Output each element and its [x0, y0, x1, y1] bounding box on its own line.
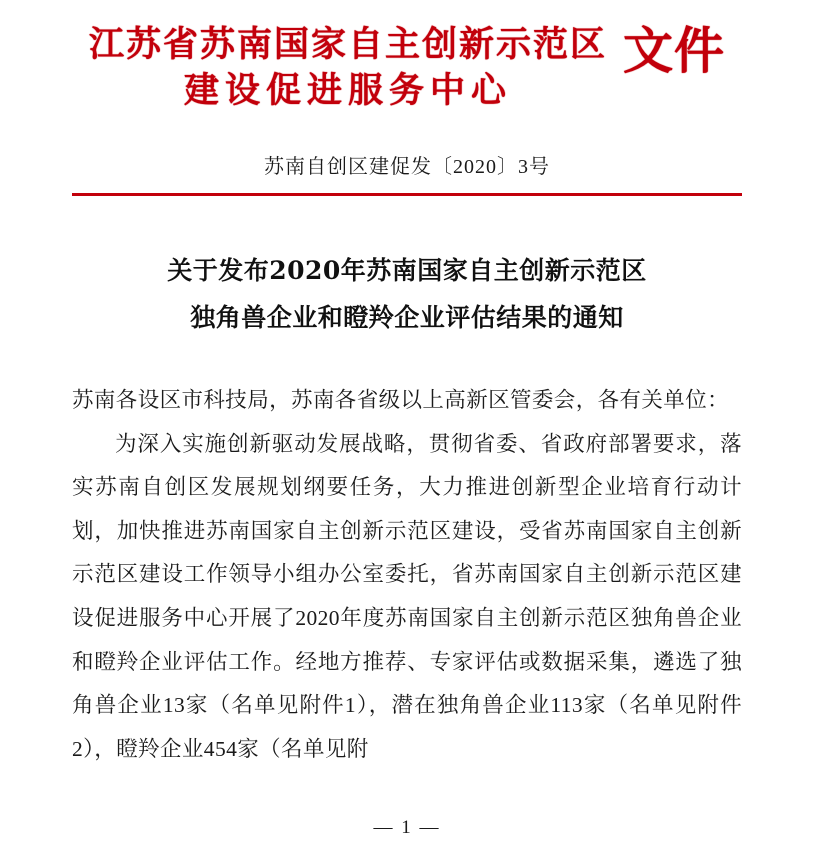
page-title: [72, 248, 742, 341]
page-number-footer: — 1 —: [373, 817, 441, 838]
masthead-issuer-line2: 建设促进服务中心: [183, 70, 512, 112]
body-salutation: 苏南各设区市科技局，苏南各省级以上高新区管委会，各有关单位：: [72, 387, 730, 412]
masthead-issuer-line1: 江苏省苏南国家自主创新示范区: [88, 24, 607, 65]
red-divider-rule: [72, 193, 742, 196]
masthead-issuer: [89, 22, 607, 114]
document-masthead: [72, 0, 742, 114]
page-title-line1: 关于发布2020年苏南国家自主创新示范区: [167, 256, 647, 286]
body-paragraph-1: 为深入实施创新驱动发展战略，贯彻省委、省政府部署要求，落实苏南自创区发展规划纲要任务，大力推进创新型企业培育行动计划，加快推进苏南国家自主创新示范区建设，受省苏南国家自主创新示范区建设工作领导小组办公室委托，省苏南国家自主创新示范区建设促进服务中心开展了2020年度苏南国家自主创新示范区独角兽企业和瞪羚企业评估工作。经地方推荐、专家评估或数据采集，遴选了独角兽企业13家（名单见附件1），潜在独角兽企业113家（名单见附件2），瞪羚企业454家（名单见附: [72, 431, 742, 761]
masthead-document-word: 文件: [623, 21, 725, 80]
page-title-line2: 独角兽企业和瞪羚企业评估结果的通知: [190, 302, 624, 332]
document-body: [72, 379, 742, 772]
document-number: 苏南自创区建促发〔2020〕3号: [264, 156, 550, 179]
